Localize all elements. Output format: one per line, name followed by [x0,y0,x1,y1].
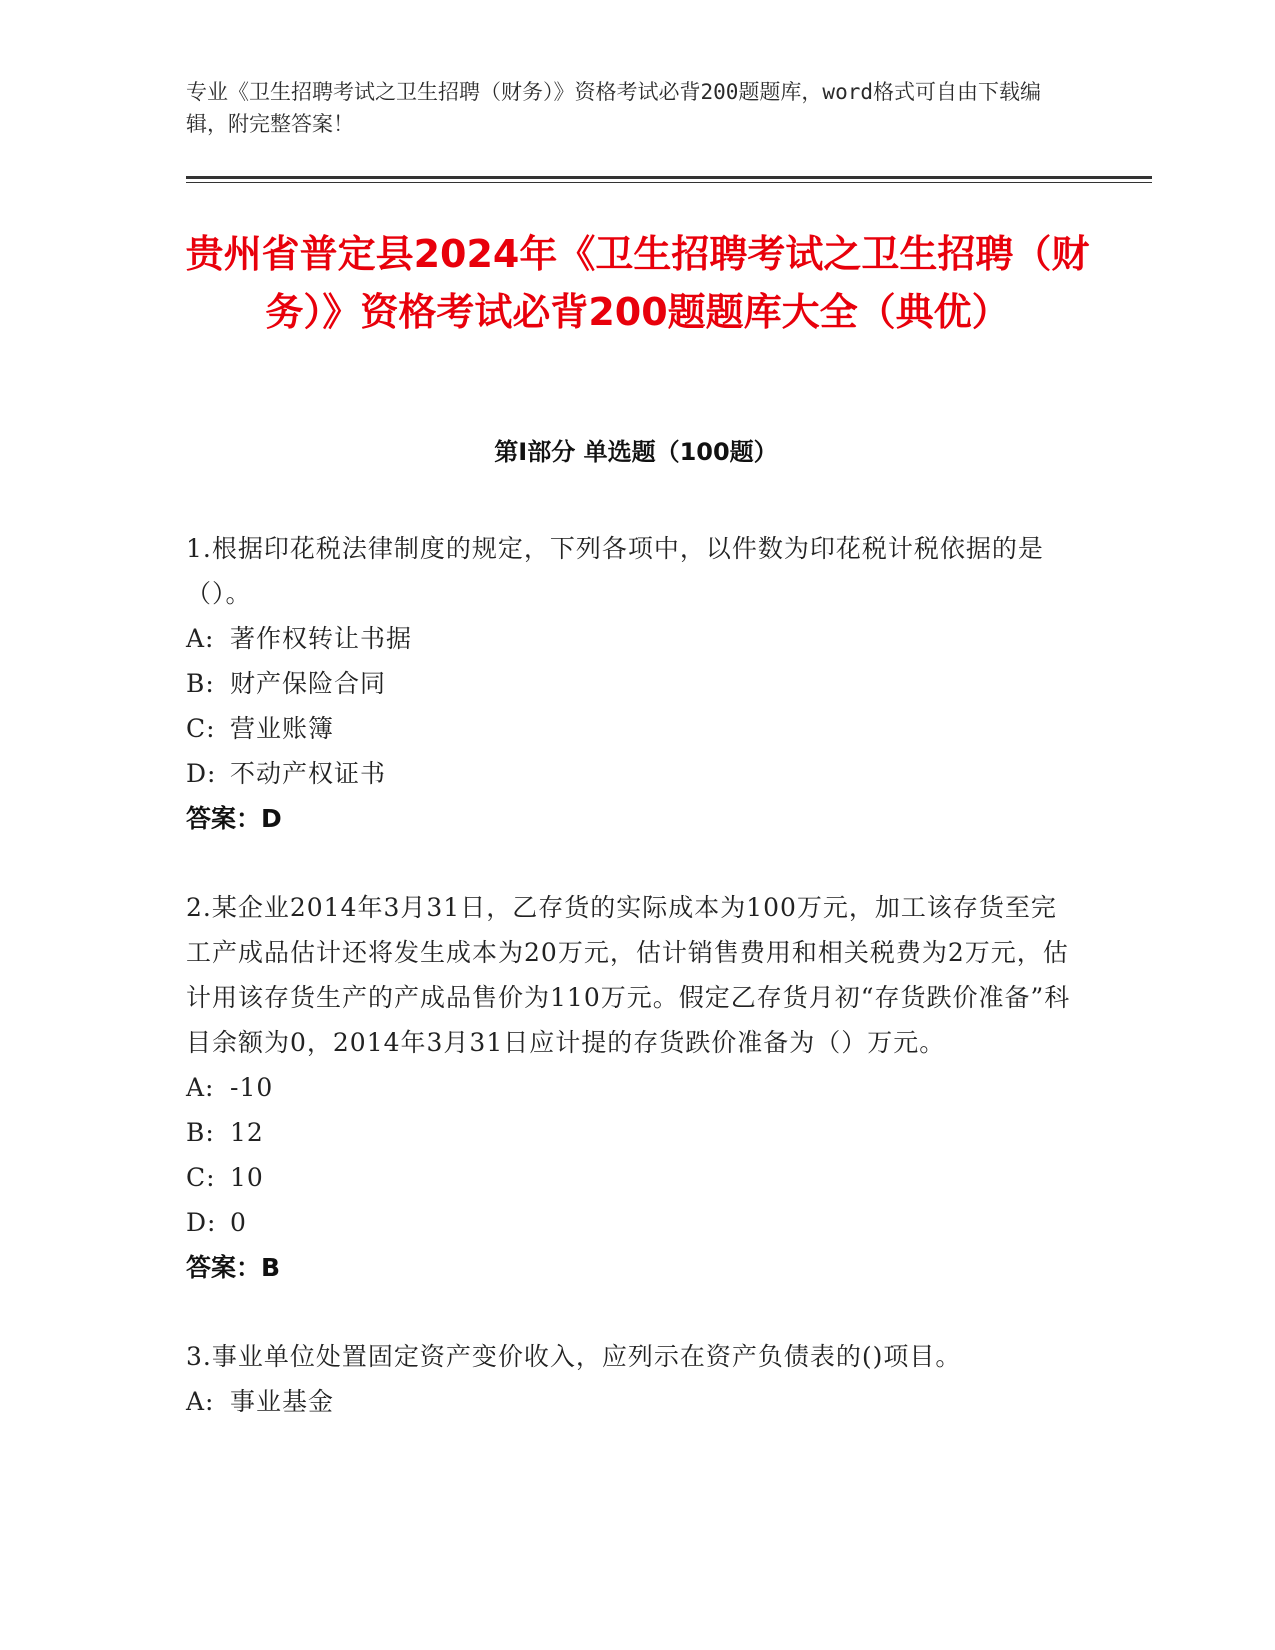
header-divider-thin [186,182,1152,183]
option-text: 10 [230,1163,264,1192]
option-letter: A: [186,1387,215,1416]
question-item [186,885,1076,1290]
option-text: 不动产权证书 [230,759,387,788]
option-text: -10 [230,1073,274,1102]
option-text: 0 [230,1208,247,1237]
option-text: 事业基金 [230,1387,335,1416]
option-text: 财产保险合同 [230,669,387,698]
option-letter: A: [186,624,215,653]
option-letter: B: [186,669,215,698]
option-d [186,751,1076,796]
question-item [186,1334,1076,1424]
option-letter: A: [186,1073,215,1102]
option-text: 营业账簿 [230,714,335,743]
option-a [186,1065,1076,1110]
answer-line: 答案：B [186,1253,281,1282]
question-stem: 2.某企业2014年3月31日，乙存货的实际成本为100万元，加工该存货至完工产成品估计还将发生成本为20万元，估计销售费用和相关税费为2万元，估计用该存货生产的产成品售价为110万元。假定乙存货月初“存货跌价准备”科目余额为0，2014年3月31日应计提的存货跌价准备为（）万元。 [186,893,1071,1057]
option-a [186,616,1076,661]
answer-line: 答案：D [186,804,282,833]
option-letter: D: [186,1208,217,1237]
option-c [186,1155,1076,1200]
option-c [186,706,1076,751]
option-a [186,1379,1076,1424]
option-b [186,1110,1076,1155]
option-b [186,661,1076,706]
document-title: 贵州省普定县2024年《卫生招聘考试之卫生招聘（财务）》资格考试必背200题题库大全（典优） [185,232,1090,334]
option-letter: B: [186,1118,215,1147]
option-d [186,1200,1076,1245]
option-letter: D: [186,759,217,788]
header-note: 专业《卫生招聘考试之卫生招聘（财务）》资格考试必背200题题库，word格式可自由下载编辑，附完整答案！ [186,80,1041,136]
option-letter: C: [186,1163,216,1192]
question-list [186,526,1076,1468]
section-title: 第Ⅰ部分 单选题（100题） [494,438,778,466]
header-divider [186,176,1152,179]
option-letter: C: [186,714,216,743]
question-item [186,526,1076,841]
option-text: 著作权转让书据 [230,624,413,653]
question-stem: 1.根据印花税法律制度的规定，下列各项中，以件数为印花税计税依据的是（）。 [186,534,1044,608]
question-stem: 3.事业单位处置固定资产变价收入，应列示在资产负债表的()项目。 [186,1342,962,1371]
option-text: 12 [230,1118,264,1147]
